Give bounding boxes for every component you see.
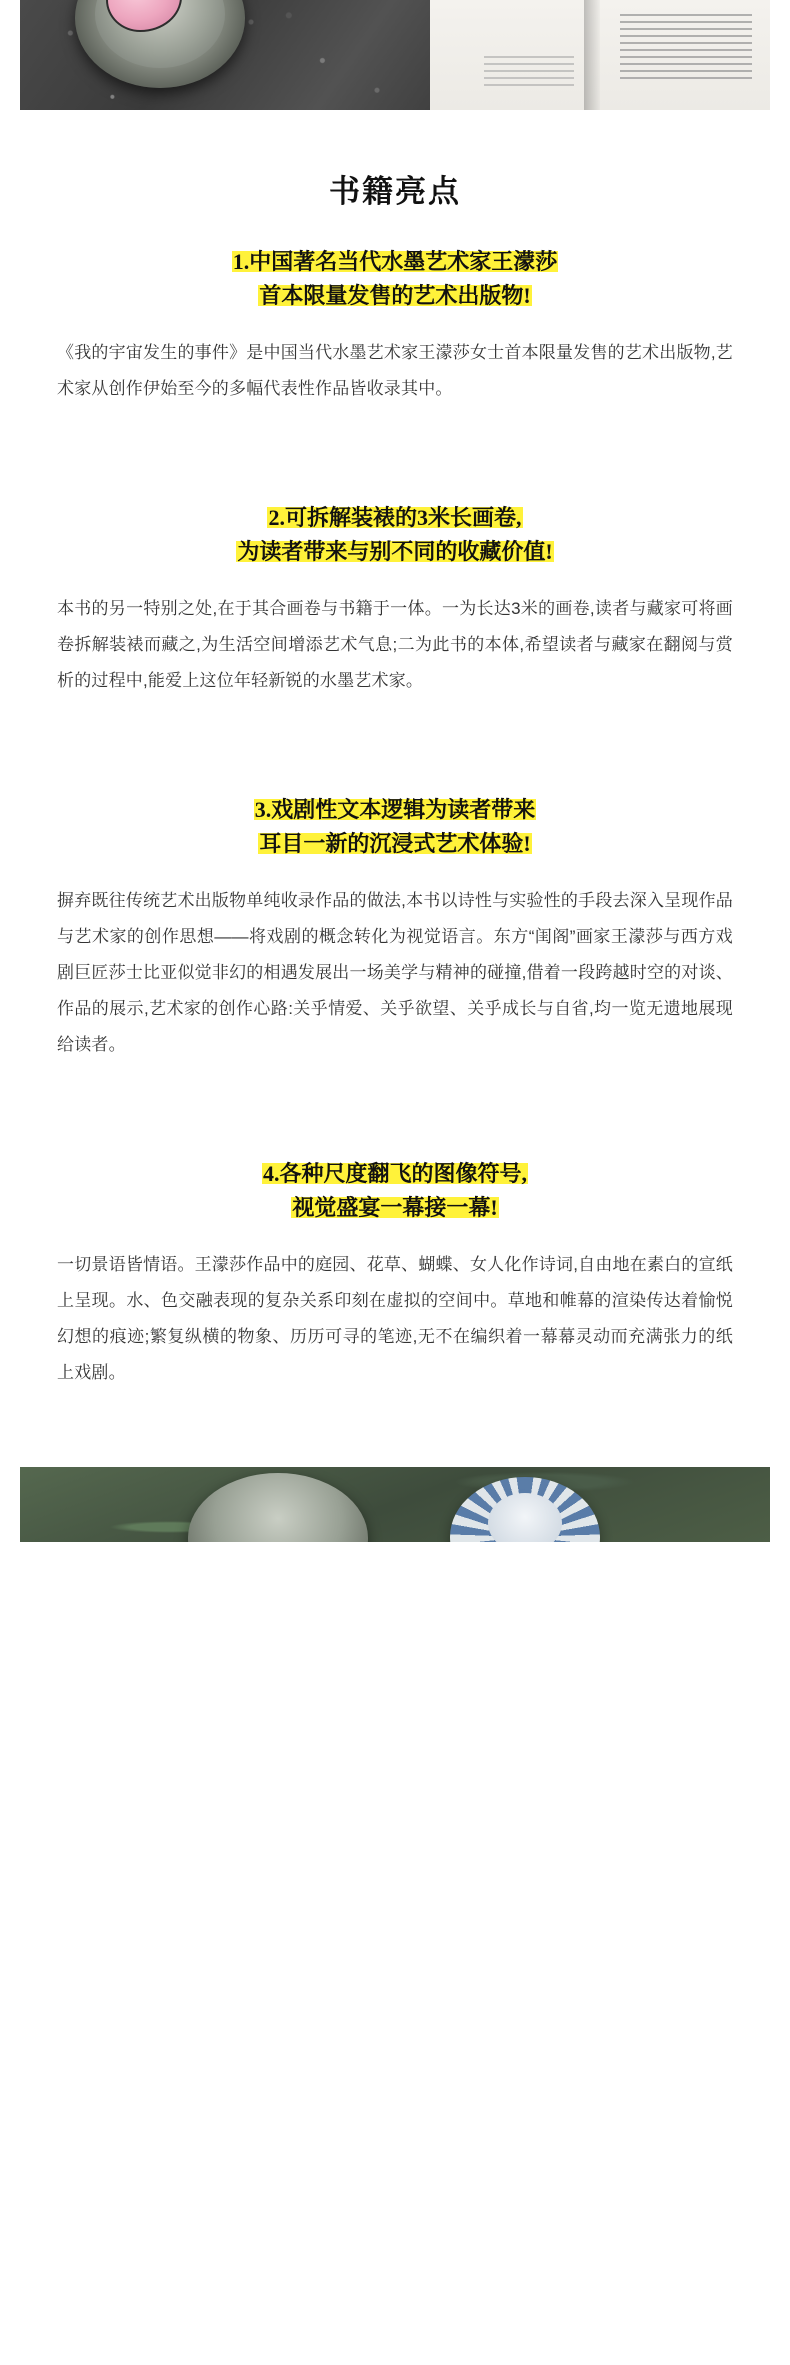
- section-4-heading: [75, 1157, 715, 1225]
- grass-background: [20, 1467, 770, 1542]
- spacer: [20, 1081, 770, 1157]
- section-2-heading: [75, 501, 715, 569]
- section-4-body: 一切景语皆情语。王濛莎作品中的庭园、花草、蝴蝶、女人化作诗词,自由地在素白的宣纸上呈现。水、色交融表现的复杂关系印刻在虚拟的空间中。草地和帷幕的渲染传达着愉悦幻想的痕迹;繁复纵横的物象、历历可寻的笔迹,无不在编织着一幕幕灵动而充满张力的纸上戏剧。: [57, 1255, 733, 1382]
- section-3-heading-line-2: 耳目一新的沉浸式艺术体验!: [259, 831, 531, 856]
- page-title: 书籍亮点: [329, 174, 461, 209]
- section-3-body: 摒弃既往传统艺术出版物单纯收录作品的做法,本书以诗性与实验性的手段去深入呈现作品与艺术家的创作思想——将戏剧的概念转化为视觉语言。东方“闺阁”画家王濛莎与西方戏剧巨匠莎士比亚似觉非幻的相遇发展出一场美学与精神的碰撞,借着一段跨越时空的对谈、作品的展示,艺术家的创作心路:关乎情爱、关乎欲望、关乎成长与自省,均一览无遗地展现给读者。: [57, 891, 733, 1054]
- section-1-heading: [75, 245, 715, 313]
- section-highlight-1: [20, 245, 770, 407]
- section-1-heading-line-2: 首本限量发售的艺术出版物!: [259, 283, 531, 308]
- top-photo-banner: [20, 0, 770, 110]
- book-gutter-shadow: [584, 0, 600, 110]
- section-3-heading-line-1: 3.戏剧性文本逻辑为读者带来: [254, 797, 536, 822]
- section-highlight-2: [20, 501, 770, 699]
- section-2-heading-line-2: 为读者带来与别不同的收藏价值!: [237, 539, 553, 564]
- spacer: [20, 717, 770, 793]
- book-text-lines-left: [484, 56, 574, 86]
- section-highlight-4: [20, 1157, 770, 1391]
- spacer: [20, 425, 770, 501]
- section-4-heading-line-1: 4.各种尺度翻飞的图像符号,: [262, 1161, 527, 1186]
- spacer: [20, 1409, 770, 1467]
- book-text-lines-right: [620, 14, 752, 84]
- article-content: [20, 166, 770, 1467]
- section-2-body: 本书的另一特别之处,在于其合画卷与书籍于一体。一为长达3米的画卷,读者与藏家可将画卷拆解装裱而藏之,为生活空间增添艺术气息;二为此书的本体,希望读者与藏家在翻阅与赏析的过程中,能爱上这位年轻新锐的水墨艺术家。: [57, 599, 733, 690]
- bottom-photo-banner: [20, 1467, 770, 1542]
- section-4-heading-line-2: 视觉盛宴一幕接一幕!: [292, 1195, 498, 1220]
- section-highlight-3: [20, 793, 770, 1063]
- section-2-heading-line-1: 2.可拆解装裱的3米长画卷,: [268, 505, 522, 530]
- section-3-heading: [75, 793, 715, 861]
- section-1-heading-line-1: 1.中国著名当代水墨艺术家王濛莎: [232, 249, 558, 274]
- section-1-body: 《我的宇宙发生的事件》是中国当代水墨艺术家王濛莎女士首本限量发售的艺术出版物,艺术家从创作伊始至今的多幅代表性作品皆收录其中。: [57, 343, 733, 398]
